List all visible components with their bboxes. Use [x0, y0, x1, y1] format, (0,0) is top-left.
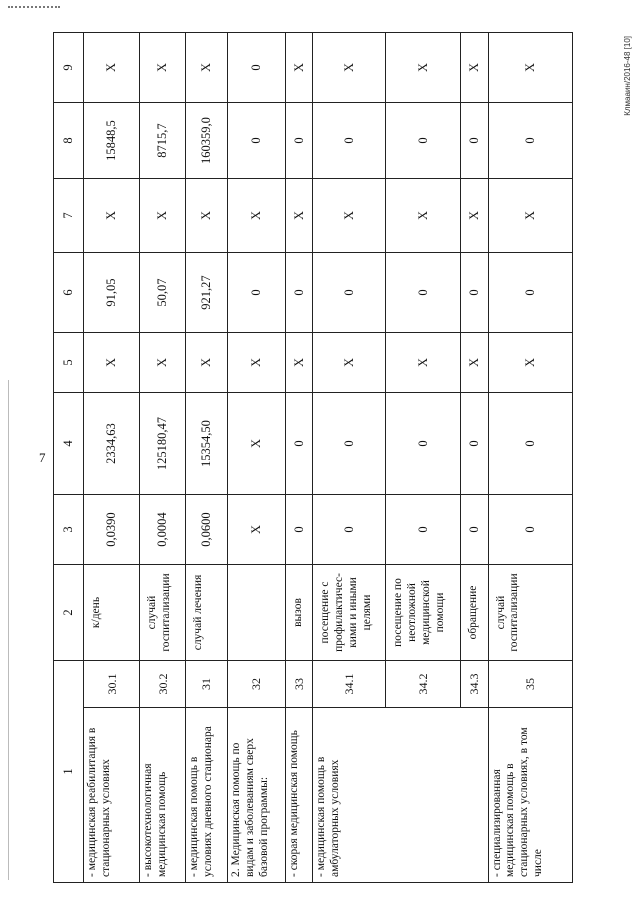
row-code: 30.2	[140, 661, 186, 708]
row-code: 34.2	[386, 661, 461, 708]
header-cell: 2	[54, 565, 84, 661]
cell-c3: 0,0600	[186, 495, 228, 565]
cell-c6: 0	[228, 253, 286, 333]
cell-c7: Х	[84, 179, 140, 253]
table-row	[286, 33, 313, 883]
row-name: - медицинская помощь в амбулаторных условиях	[313, 708, 488, 883]
table-header-row	[54, 33, 84, 883]
row-unit: случай лечения	[186, 565, 228, 661]
row-code: 31	[186, 661, 228, 708]
header-cell: 8	[54, 103, 84, 179]
cell-c3: Х	[228, 495, 286, 565]
row-name: - высокотехнологичная медицинская помощь	[140, 708, 186, 883]
cell-c6: 91,05	[84, 253, 140, 333]
cell-c3: 0	[488, 495, 572, 565]
cell-c5: Х	[386, 333, 461, 393]
row-name: - скорая медицинская помощь	[286, 708, 313, 883]
row-unit: посещение по неотложной медицинской помощи	[386, 565, 461, 661]
cell-c8: 0	[286, 103, 313, 179]
data-table	[53, 32, 573, 883]
cell-c5: Х	[286, 333, 313, 393]
cell-c6: 0	[461, 253, 488, 333]
cell-c9: Х	[84, 33, 140, 103]
header-cell: 6	[54, 253, 84, 333]
header-cell: 1	[54, 661, 84, 883]
cell-c9: Х	[461, 33, 488, 103]
row-unit: вызов	[286, 565, 313, 661]
cell-c6: 0	[386, 253, 461, 333]
row-unit: к/день	[84, 565, 140, 661]
row-unit: случай госпитализации	[488, 565, 572, 661]
cell-c8: 0	[313, 103, 386, 179]
row-code: 30.1	[84, 661, 140, 708]
cell-c9: Х	[186, 33, 228, 103]
cell-c7: Х	[140, 179, 186, 253]
cell-c4: 0	[488, 393, 572, 495]
cell-c9: Х	[313, 33, 386, 103]
cell-c7: Х	[461, 179, 488, 253]
cell-c7: Х	[386, 179, 461, 253]
row-code: 32	[228, 661, 286, 708]
cell-c5: Х	[461, 333, 488, 393]
cell-c4: 125180,47	[140, 393, 186, 495]
cell-c6: 0	[488, 253, 572, 333]
cell-c8: 160359,0	[186, 103, 228, 179]
cell-c3: 0,0390	[84, 495, 140, 565]
row-unit: случай госпитализации	[140, 565, 186, 661]
cell-c6: 921,27	[186, 253, 228, 333]
cell-c3: 0	[461, 495, 488, 565]
cell-c7: Х	[186, 179, 228, 253]
row-code: 34.3	[461, 661, 488, 708]
footer-code: Клмааин/2016-48 [10]	[623, 36, 632, 116]
cell-c3: 0	[286, 495, 313, 565]
cell-c3: 0	[313, 495, 386, 565]
row-code: 34.1	[313, 661, 386, 708]
header-cell: 3	[54, 495, 84, 565]
row-unit: посещение с профилактичес-кими и иными целями	[313, 565, 386, 661]
cell-c5: Х	[84, 333, 140, 393]
cell-c6: 50,07	[140, 253, 186, 333]
cell-c5: Х	[228, 333, 286, 393]
cell-c8: 0	[488, 103, 572, 179]
header-cell: 5	[54, 333, 84, 393]
cell-c9: Х	[386, 33, 461, 103]
table-row	[84, 33, 140, 883]
cell-c7: Х	[488, 179, 572, 253]
cell-c5: Х	[186, 333, 228, 393]
table-row	[186, 33, 228, 883]
cell-c8: 8715,7	[140, 103, 186, 179]
cell-c5: Х	[140, 333, 186, 393]
cell-c3: 0	[386, 495, 461, 565]
cell-c5: Х	[313, 333, 386, 393]
header-cell: 4	[54, 393, 84, 495]
header-cell: 7	[54, 179, 84, 253]
cell-c8: 0	[386, 103, 461, 179]
row-name: 2. Медицинская помощь по видам и заболеваниям сверх базовой программы:	[228, 708, 286, 883]
cell-c9: Х	[140, 33, 186, 103]
cell-c6: 0	[313, 253, 386, 333]
page-number: 7	[39, 450, 46, 465]
cell-c4: 0	[286, 393, 313, 495]
table-row	[313, 33, 386, 883]
cell-c4: 0	[461, 393, 488, 495]
table-row	[228, 33, 286, 883]
cell-c4: 15354,50	[186, 393, 228, 495]
cell-c9: Х	[286, 33, 313, 103]
cell-c8: 0	[461, 103, 488, 179]
cell-c7: Х	[313, 179, 386, 253]
cell-c8: 15848,5	[84, 103, 140, 179]
cell-c9: Х	[488, 33, 572, 103]
header-cell: 9	[54, 33, 84, 103]
cell-c9: 0	[228, 33, 286, 103]
cell-c7: Х	[228, 179, 286, 253]
row-unit	[228, 565, 286, 661]
cell-c4: 2334,63	[84, 393, 140, 495]
cell-c4: 0	[386, 393, 461, 495]
cell-c3: 0,0004	[140, 495, 186, 565]
table-row	[488, 33, 572, 883]
row-code: 35	[488, 661, 572, 708]
cell-c6: 0	[286, 253, 313, 333]
cell-c4: 0	[313, 393, 386, 495]
cell-c8: 0	[228, 103, 286, 179]
cell-c4: Х	[228, 393, 286, 495]
cell-c7: Х	[286, 179, 313, 253]
row-name: - медицинская реабилитация в стационарных условиях	[84, 708, 140, 883]
row-code: 33	[286, 661, 313, 708]
table-row	[140, 33, 186, 883]
row-name: - медицинская помощь в условиях дневного стационара	[186, 708, 228, 883]
row-name: - специализированная медицинская помощь в стационарных условиях, в том числе	[488, 708, 572, 883]
row-unit: обращение	[461, 565, 488, 661]
cell-c5: Х	[488, 333, 572, 393]
